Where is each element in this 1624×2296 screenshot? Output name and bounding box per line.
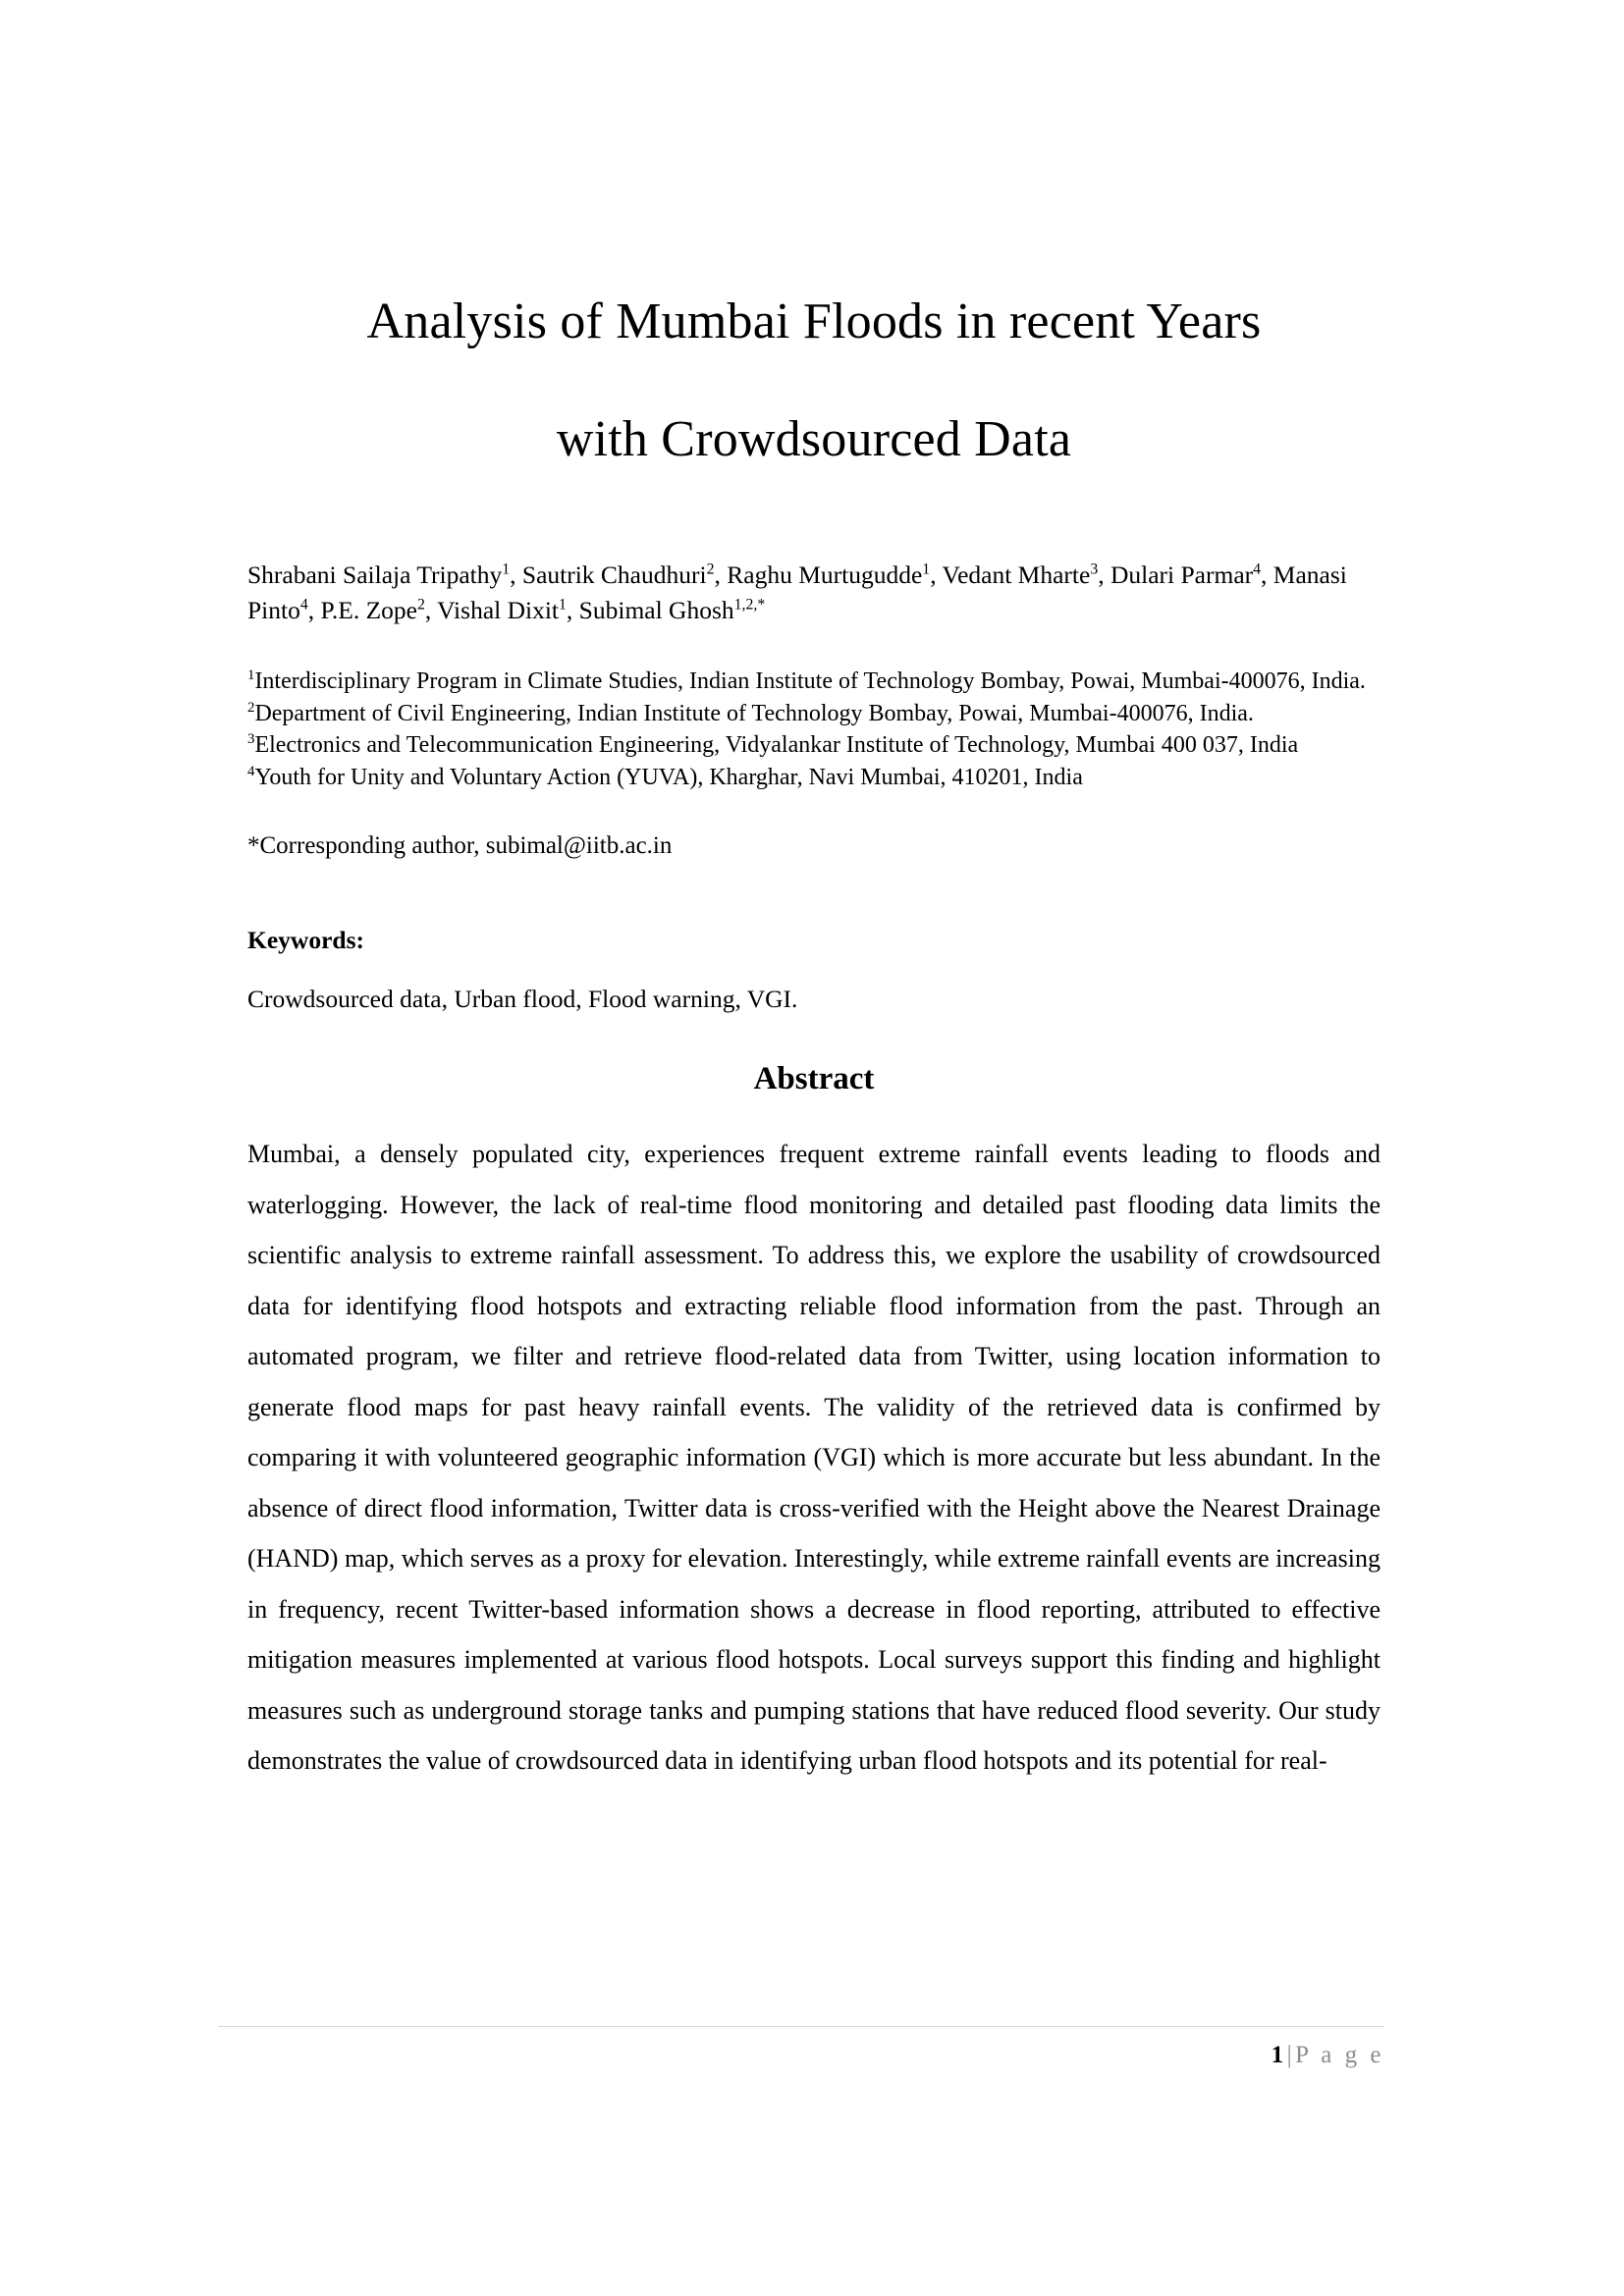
affiliation-item bbox=[247, 729, 1380, 762]
author-affiliation-mark: 1 bbox=[559, 596, 567, 614]
affiliation-mark: 2 bbox=[247, 699, 255, 716]
footer-page-label: P a g e bbox=[1295, 2042, 1384, 2068]
title-line-2: with Crowdsourced Data bbox=[556, 411, 1072, 467]
corresponding-author-line: *Corresponding author, subimal@iitb.ac.in bbox=[247, 832, 673, 859]
author-name: Manasi Pinto bbox=[247, 561, 1347, 624]
affiliation-mark: 1 bbox=[247, 667, 255, 683]
author-affiliation-mark: 1 bbox=[502, 561, 511, 578]
affiliation-item bbox=[247, 762, 1380, 794]
author-name: Sautrik Chaudhuri bbox=[521, 561, 707, 589]
affiliation-text: Youth for Unity and Voluntary Action (YUVA), Kharghar, Navi Mumbai, 410201, India bbox=[254, 764, 1083, 790]
author-affiliation-mark: 1,2,* bbox=[733, 596, 766, 614]
author-entry bbox=[522, 561, 715, 589]
author-entry bbox=[321, 596, 425, 624]
author-name: Subimal Ghosh bbox=[578, 596, 734, 624]
page-footer bbox=[218, 2026, 1384, 2072]
author-entry bbox=[579, 596, 766, 624]
abstract-body: Mumbai, a densely populated city, experiences frequent extreme rainfall events leading to floods and waterlogging. However, the lack of real-time flood monitoring and detailed past flooding data limits the scientific analysis to extreme rainfall assessment. To address this, we explore the usability of crowdsourced data for identifying flood hotspots and extracting reliable flood information from the past. Through an automated program, we filter and retrieve flood-related data from Twitter, using location information to generate flood maps for past heavy rainfall events. The validity of the retrieved data is confirmed by comparing it with volunteered geographic information (VGI) which is more accurate but less abundant. In the absence of direct flood information, Twitter data is cross-verified with the Height above the Nearest Drainage (HAND) map, which serves as a proxy for elevation. Interestingly, while extreme rainfall events are increasing in frequency, recent Twitter-based information shows a decrease in flood reporting, attributed to effective mitigation measures implemented at various flood hotspots. Local surveys support this finding and highlight measures such as underground storage tanks and pumping stations that have reduced flood severity. Our study demonstrates the value of crowdsourced data in identifying urban flood hotspots and its potential for real- bbox=[247, 1140, 1380, 1775]
author-affiliation-mark: 2 bbox=[416, 596, 425, 614]
author-name: Shrabani Sailaja Tripathy bbox=[247, 561, 503, 589]
abstract-heading: Abstract bbox=[753, 1061, 875, 1096]
author-entry bbox=[437, 596, 567, 624]
author-name: Vedant Mharte bbox=[942, 561, 1091, 589]
author-entry bbox=[247, 561, 510, 589]
keywords-heading: Keywords: bbox=[247, 926, 364, 954]
affiliation-text: Electronics and Telecommunication Engineering, Vidyalankar Institute of Technology, Mumbai 400 037, India bbox=[254, 732, 1299, 758]
affiliation-list bbox=[247, 666, 1380, 793]
affiliation-text: Department of Civil Engineering, Indian Institute of Technology Bombay, Powai, Mumbai-400076, India. bbox=[254, 700, 1254, 726]
footer-page-number: 1 bbox=[1271, 2042, 1287, 2068]
footer-separator: | bbox=[1286, 2042, 1296, 2068]
author-name: P.E. Zope bbox=[320, 596, 417, 624]
author-affiliation-mark: 4 bbox=[1253, 561, 1262, 578]
author-entry bbox=[942, 561, 1098, 589]
author-entry bbox=[1110, 561, 1261, 589]
footer-page-indicator bbox=[218, 2039, 1384, 2072]
keywords-body: Crowdsourced data, Urban flood, Flood warning, VGI. bbox=[247, 985, 798, 1013]
author-list: Shrabani Sailaja Tripathy$^1$, Sautrik Chaudhuri$^2$, Raghu Murtugudde$^1$, Vedant Mharte$^3$, Dulari Parmar$^4$, Manasi Pinto$^4$, P.E. Zope$^2$, Vishal Dixit$^1$, Subimal Ghosh$^{1,2,*}$ bbox=[247, 561, 1347, 624]
page-content bbox=[247, 0, 1380, 1787]
author-name: Vishal Dixit bbox=[437, 596, 560, 624]
footer-divider bbox=[218, 2026, 1384, 2027]
author-affiliation-mark: 3 bbox=[1090, 561, 1099, 578]
author-entry bbox=[727, 561, 930, 589]
affiliation-mark: 3 bbox=[247, 731, 255, 747]
affiliation-text: Interdisciplinary Program in Climate Studies, Indian Institute of Technology Bombay, Powai, Mumbai-400076, India. bbox=[254, 668, 1366, 694]
author-affiliation-mark: 4 bbox=[299, 596, 308, 614]
page-title bbox=[247, 0, 1380, 499]
author-name: Dulari Parmar bbox=[1110, 561, 1254, 589]
affiliation-item bbox=[247, 666, 1380, 698]
affiliation-mark: 4 bbox=[247, 763, 255, 779]
author-affiliation-mark: 1 bbox=[922, 561, 931, 578]
affiliation-item bbox=[247, 698, 1380, 730]
title-line-1: Analysis of Mumbai Floods in recent Years bbox=[366, 294, 1262, 349]
author-affiliation-mark: 2 bbox=[706, 561, 715, 578]
author-name: Raghu Murtugudde bbox=[727, 561, 923, 589]
